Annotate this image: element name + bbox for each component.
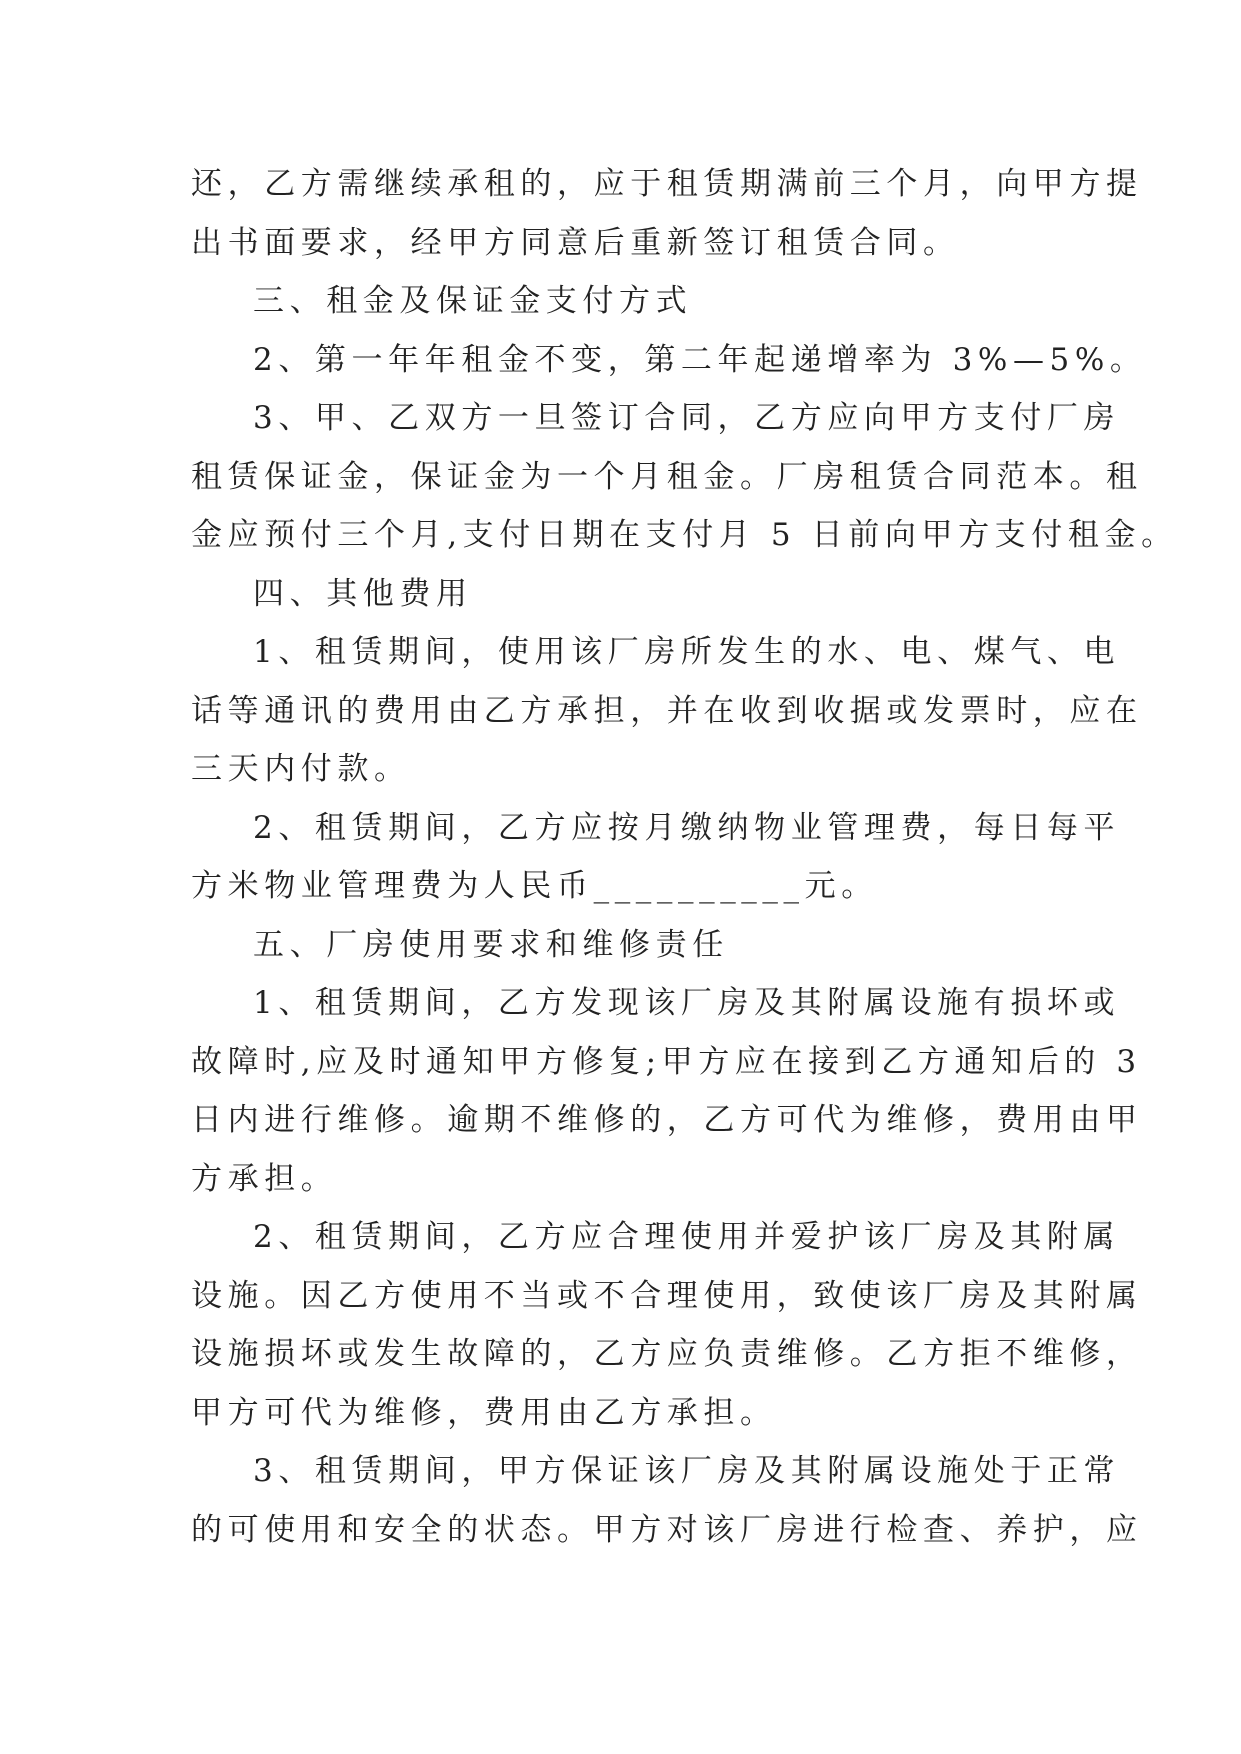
document-body: [191, 155, 1178, 1559]
text-line: 故障时,应及时通知甲方修复;甲方应在接到乙方通知后的 3: [191, 1043, 1142, 1080]
text-line: 3、租赁期间，甲方保证该厂房及其附属设施处于正常: [253, 1453, 1121, 1489]
text-line: 3、甲、乙双方一旦签订合同，乙方应向甲方支付厂房: [253, 400, 1121, 436]
text-line: 日内进行维修。逾期不维修的，乙方可代为维修，费用由甲: [191, 1102, 1143, 1138]
text-line: 金应预付三个月,支付日期在支付月 5 日前向甲方支付租金。: [191, 517, 1178, 553]
text-line: 甲方可代为维修，费用由乙方承担。: [191, 1394, 777, 1431]
text-line: 的可使用和安全的状态。甲方对该厂房进行检查、养护，应: [191, 1511, 1143, 1548]
text-line: 2、第一年年租金不变，第二年起递增率为 3%—5%。: [253, 341, 1147, 378]
text-line: 1、租赁期间，使用该厂房所发生的水、电、煤气、电: [253, 634, 1121, 670]
text-line: 三天内付款。: [191, 751, 411, 787]
text-line: 2、租赁期间，乙方应合理使用并爱护该厂房及其附属: [253, 1219, 1121, 1255]
text-line: 设施损坏或发生故障的，乙方应负责维修。乙方拒不维修，: [191, 1336, 1143, 1372]
text-line: 设施。因乙方使用不当或不合理使用，致使该厂房及其附属: [191, 1277, 1143, 1314]
text-line: 话等通讯的费用由乙方承担，并在收到收据或发票时，应在: [191, 692, 1143, 729]
section-heading-usage-maintenance: 五、厂房使用要求和维修责任: [253, 926, 729, 963]
section-heading-other-fees: 四、其他费用: [253, 575, 473, 612]
text-line: 1、租赁期间，乙方发现该厂房及其附属设施有损坏或: [253, 985, 1121, 1021]
section-heading-rent-deposit: 三、租金及保证金支付方式: [253, 283, 693, 319]
text-line: 租赁保证金，保证金为一个月租金。厂房租赁合同范本。租: [191, 458, 1143, 495]
text-line: 方承担。: [191, 1160, 338, 1197]
text-line: 方米物业管理费为人民币__________元。: [191, 868, 878, 904]
text-line: 2、租赁期间，乙方应按月缴纳物业管理费，每日每平: [253, 809, 1121, 846]
text-line: 出书面要求，经甲方同意后重新签订租赁合同。: [191, 224, 960, 261]
text-line: 还，乙方需继续承租的，应于租赁期满前三个月，向甲方提: [191, 166, 1143, 202]
